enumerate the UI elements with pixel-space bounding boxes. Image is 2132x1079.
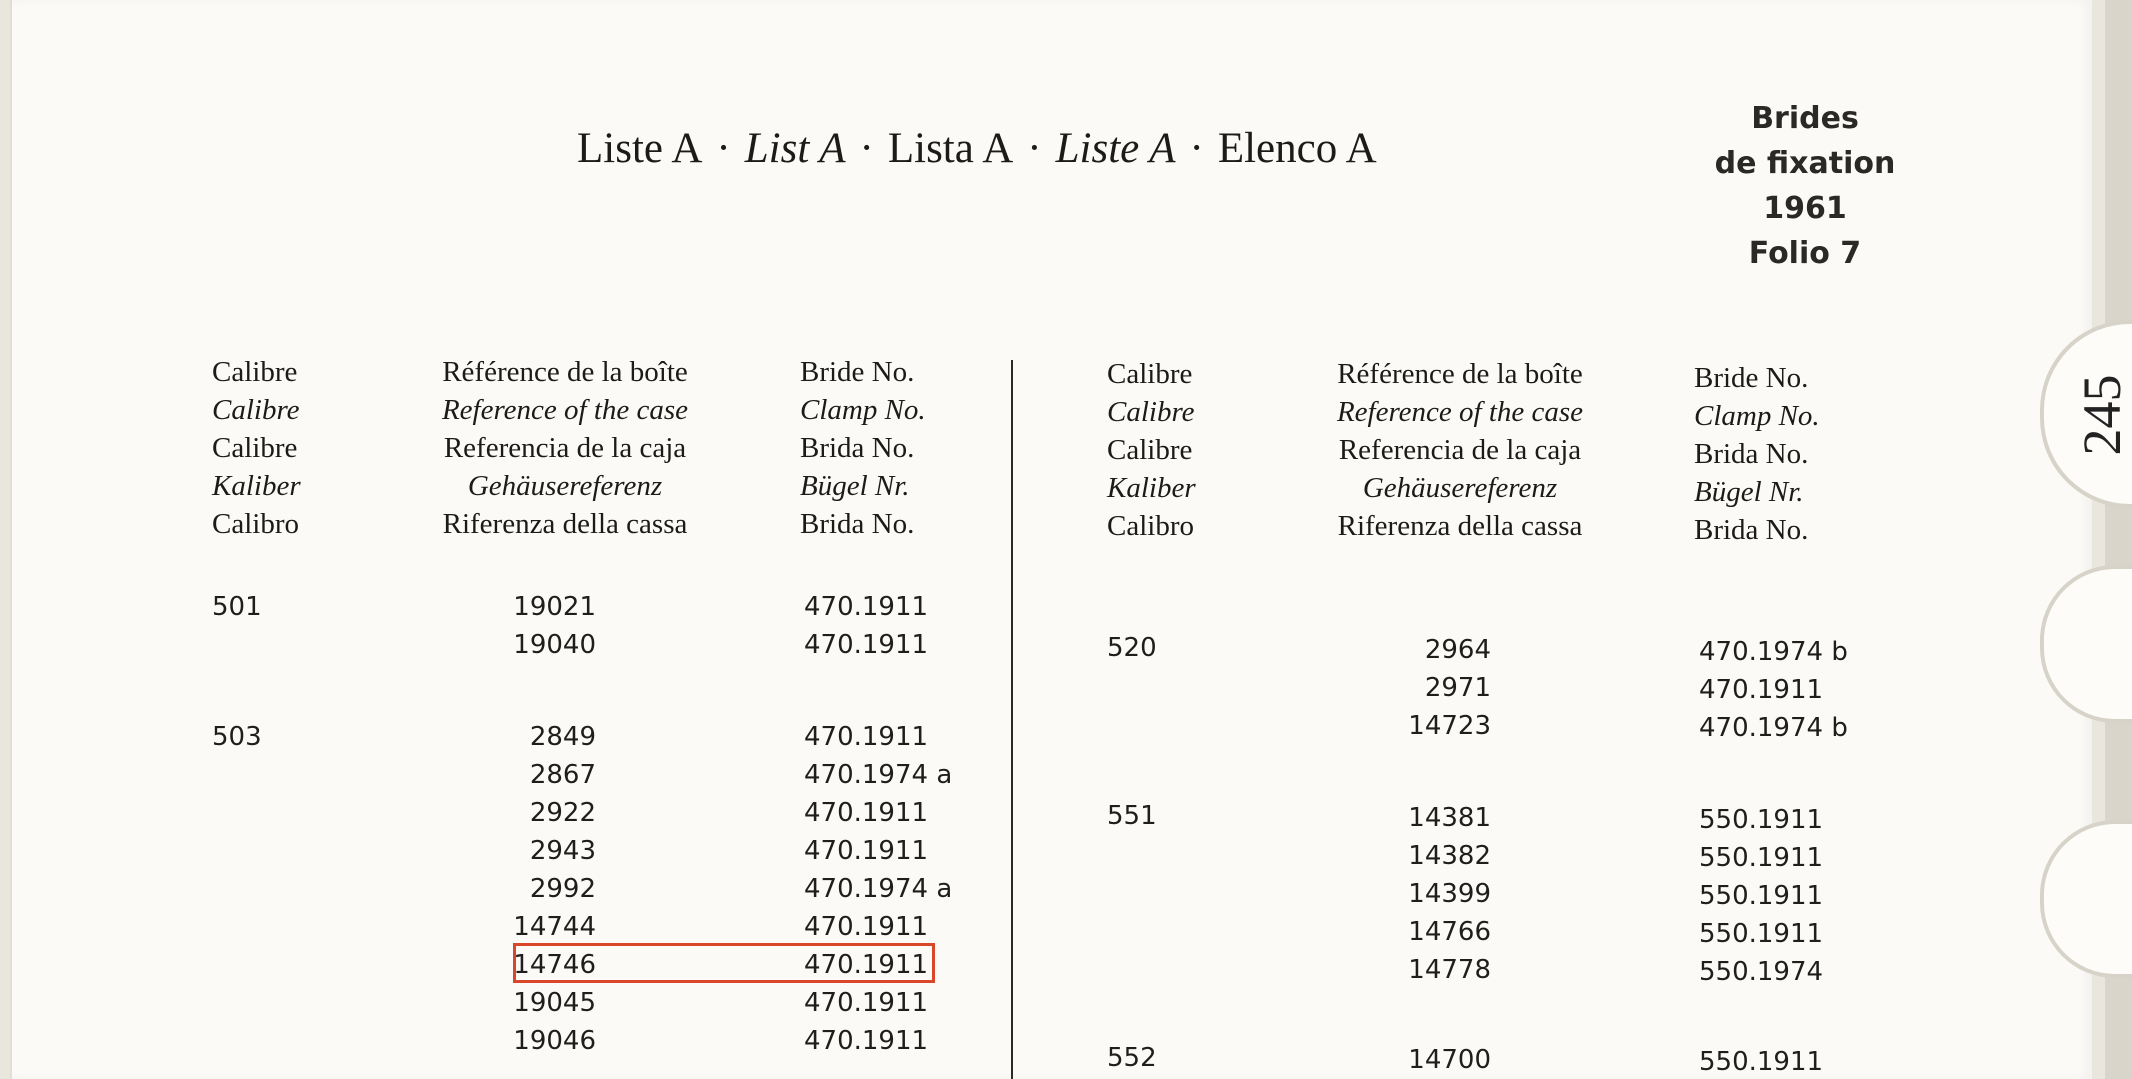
bride-cell: 470.1911 (804, 630, 929, 660)
bride-cell: 550.1974 (1699, 957, 1824, 987)
folio-label: Brides de fixation 1961 Folio 7 (1714, 101, 1896, 271)
calibre-cell: 503 (212, 722, 262, 752)
left-header-reference: Référence de la boîte Reference of the case Referencia de la caja Gehäusereferenz Riferenza della cassa (441, 356, 689, 540)
title-french: Liste A (577, 125, 703, 172)
right-header-calibre: Calibre Calibre Calibre Kaliber Calibro (1107, 358, 1196, 542)
tab-number-label: 245 (2072, 374, 2132, 456)
bride-cell: 470.1911 (1699, 675, 1824, 705)
bride-cell: 470.1974 b (1699, 637, 1848, 667)
reference-cell: 14399 (1408, 879, 1491, 909)
reference-cell: 14778 (1408, 955, 1491, 985)
reference-cell: 14766 (1408, 917, 1491, 947)
reference-cell: 14381 (1408, 803, 1491, 833)
bride-cell: 550.1911 (1699, 1047, 1824, 1077)
reference-cell: 14723 (1408, 711, 1491, 741)
bride-cell-highlighted: 470.1911 (804, 950, 929, 980)
reference-cell: 2849 (529, 722, 596, 752)
calibre-cell: 552 (1107, 1043, 1157, 1073)
reference-cell: 19021 (513, 592, 596, 622)
reference-cell: 2943 (529, 836, 596, 866)
bride-cell: 470.1911 (804, 592, 929, 622)
page-title: Liste A · List A · Lista A · Liste A · Elenco A (577, 125, 1377, 172)
reference-cell: 19040 (513, 630, 596, 660)
reference-cell: 14744 (513, 912, 596, 942)
reference-cell: 19046 (513, 1026, 596, 1056)
column-divider (1011, 360, 1013, 1079)
reference-cell: 14700 (1408, 1045, 1491, 1075)
bride-cell: 470.1974 a (804, 874, 953, 904)
reference-cell: 19045 (513, 988, 596, 1018)
left-header-calibre: Calibre Calibre Calibre Kaliber Calibro (212, 356, 301, 540)
title-english: List A (744, 125, 846, 172)
bride-cell: 550.1911 (1699, 881, 1824, 911)
reference-cell: 2971 (1424, 673, 1491, 703)
bride-cell: 470.1974 b (1699, 713, 1848, 743)
bride-cell: 550.1911 (1699, 919, 1824, 949)
bride-cell: 470.1911 (804, 836, 929, 866)
bride-cell: 470.1974 a (804, 760, 953, 790)
calibre-cell: 551 (1107, 801, 1157, 831)
reference-cell: 2964 (1424, 635, 1491, 665)
reference-cell: 2992 (529, 874, 596, 904)
title-german: Liste A (1055, 125, 1176, 172)
bride-cell: 470.1911 (804, 988, 929, 1018)
reference-cell-highlighted: 14746 (513, 950, 596, 980)
bride-cell: 470.1911 (804, 912, 929, 942)
calibre-cell: 501 (212, 592, 262, 622)
reference-cell: 2922 (529, 798, 596, 828)
title-spanish: Lista A (887, 125, 1014, 172)
highlight-box (513, 943, 935, 983)
bride-cell: 550.1911 (1699, 805, 1824, 835)
right-header-bride: Bride No. Clamp No. Brida No. Bügel Nr. Brida No. (1694, 362, 1820, 546)
left-header-bride: Bride No. Clamp No. Brida No. Bügel Nr. Brida No. (800, 356, 926, 540)
reference-cell: 14382 (1408, 841, 1491, 871)
bride-cell: 550.1911 (1699, 843, 1824, 873)
bride-cell: 470.1911 (804, 798, 929, 828)
bride-cell: 470.1911 (804, 1026, 929, 1056)
right-header-reference: Référence de la boîte Reference of the case Referencia de la caja Gehäusereferenz Riferenza della cassa (1336, 358, 1584, 542)
title-italian: Elenco A (1217, 125, 1377, 172)
calibre-cell: 520 (1107, 633, 1157, 663)
bride-cell: 470.1911 (804, 722, 929, 752)
reference-cell: 2867 (529, 760, 596, 790)
